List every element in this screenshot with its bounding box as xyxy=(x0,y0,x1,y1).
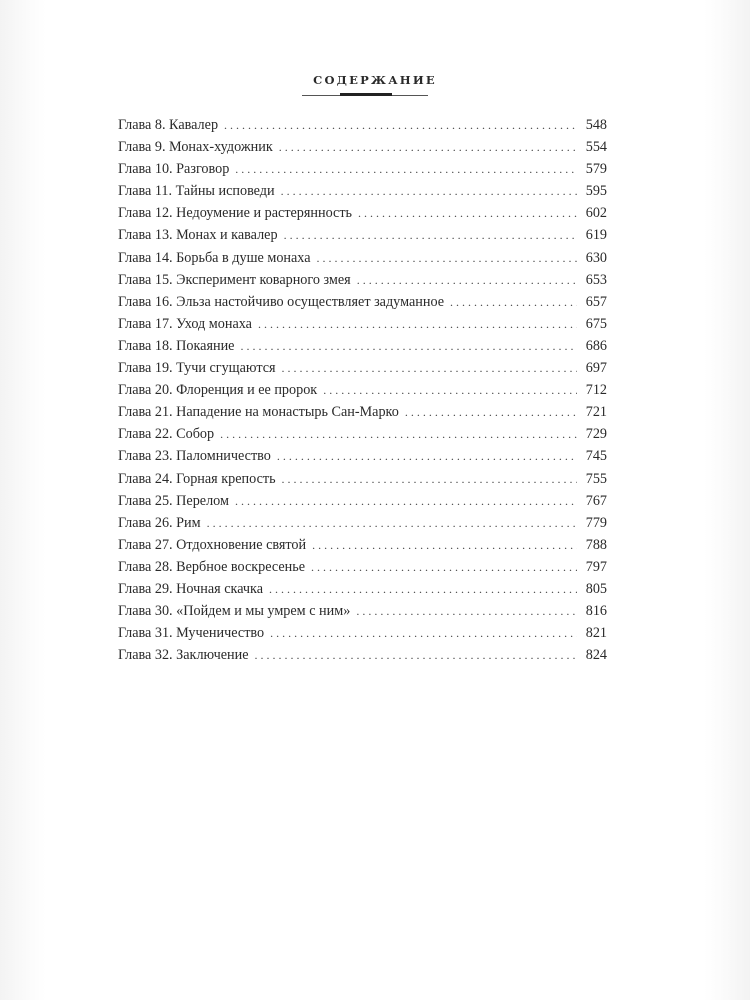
toc-entry-title: Глава 12. Недоумение и растерянность xyxy=(118,205,353,222)
toc-entry[interactable] xyxy=(118,493,607,515)
page-title: СОДЕРЖАНИЕ xyxy=(313,73,437,87)
toc-dot-leader xyxy=(277,449,577,464)
toc-entry[interactable] xyxy=(118,183,607,205)
toc-dot-leader xyxy=(282,361,577,376)
toc-dot-leader xyxy=(323,383,577,398)
toc-dot-leader xyxy=(255,648,578,663)
toc-entry-title: Глава 9. Монах-художник xyxy=(118,139,273,156)
toc-dot-leader xyxy=(281,184,577,199)
toc-entry-page-number: 816 xyxy=(585,603,607,620)
toc-entry-title: Глава 30. «Пойдем и мы умрем с ним» xyxy=(118,603,351,620)
table-of-contents xyxy=(118,117,607,669)
toc-dot-leader xyxy=(358,206,577,221)
toc-entry-page-number: 797 xyxy=(585,558,607,575)
toc-entry[interactable] xyxy=(118,227,607,249)
toc-dot-leader xyxy=(269,582,577,597)
heading-rule-accent xyxy=(340,93,392,96)
toc-entry-title: Глава 11. Тайны исповеди xyxy=(118,183,275,200)
page-edge-right xyxy=(704,0,750,1000)
toc-entry[interactable] xyxy=(118,471,607,493)
toc-entry-page-number: 686 xyxy=(585,337,607,354)
toc-dot-leader xyxy=(235,162,577,177)
toc-entry-title: Глава 23. Паломничество xyxy=(118,448,271,465)
toc-entry[interactable] xyxy=(118,515,607,537)
toc-entry-title: Глава 26. Рим xyxy=(118,514,201,531)
toc-dot-leader xyxy=(312,538,577,553)
toc-dot-leader xyxy=(224,118,577,133)
toc-entry[interactable] xyxy=(118,426,607,448)
toc-entry[interactable] xyxy=(118,360,607,382)
toc-dot-leader xyxy=(207,516,577,531)
toc-dot-leader xyxy=(270,626,577,641)
toc-entry[interactable] xyxy=(118,404,607,426)
toc-entry-title: Глава 10. Разговор xyxy=(118,161,230,178)
toc-entry[interactable] xyxy=(118,581,607,603)
toc-entry[interactable] xyxy=(118,382,607,404)
toc-entry-title: Глава 17. Уход монаха xyxy=(118,315,252,332)
page-edge-left xyxy=(0,0,46,1000)
toc-entry[interactable] xyxy=(118,205,607,227)
toc-entry[interactable] xyxy=(118,559,607,581)
toc-entry-page-number: 630 xyxy=(585,249,607,266)
toc-entry[interactable] xyxy=(118,647,607,669)
toc-entry[interactable] xyxy=(118,250,607,272)
toc-entry-page-number: 554 xyxy=(585,139,607,156)
toc-dot-leader xyxy=(311,560,577,575)
toc-entry-title: Глава 22. Собор xyxy=(118,426,215,443)
toc-entry[interactable] xyxy=(118,272,607,294)
toc-entry-title: Глава 32. Заключение xyxy=(118,647,249,664)
toc-entry[interactable] xyxy=(118,117,607,139)
toc-dot-leader xyxy=(317,251,577,266)
toc-entry-title: Глава 31. Мученичество xyxy=(118,625,265,642)
toc-entry-title: Глава 19. Тучи сгущаются xyxy=(118,360,276,377)
toc-entry[interactable] xyxy=(118,338,607,360)
toc-entry[interactable] xyxy=(118,537,607,559)
toc-entry-page-number: 595 xyxy=(585,183,607,200)
toc-entry-page-number: 657 xyxy=(585,293,607,310)
toc-dot-leader xyxy=(357,273,577,288)
toc-entry-page-number: 602 xyxy=(585,205,607,222)
toc-entry-title: Глава 16. Эльза настойчиво осуществляет задуманное xyxy=(118,293,445,310)
toc-dot-leader xyxy=(284,228,577,243)
toc-entry-page-number: 824 xyxy=(585,647,607,664)
toc-entry-page-number: 779 xyxy=(585,514,607,531)
toc-entry[interactable] xyxy=(118,625,607,647)
toc-dot-leader xyxy=(235,494,577,509)
toc-entry-page-number: 548 xyxy=(585,117,607,133)
toc-entry-page-number: 821 xyxy=(585,625,607,642)
toc-dot-leader xyxy=(240,339,577,354)
toc-entry-title: Глава 28. Вербное воскресенье xyxy=(118,558,306,575)
toc-entry-title: Глава 29. Ночная скачка xyxy=(118,580,264,597)
toc-entry-title: Глава 8. Кавалер xyxy=(118,117,219,133)
toc-entry-title: Глава 13. Монах и кавалер xyxy=(118,227,278,244)
toc-entry-page-number: 805 xyxy=(585,580,607,597)
toc-entry-page-number: 619 xyxy=(585,227,607,244)
toc-entry-title: Глава 20. Флоренция и ее пророк xyxy=(118,382,318,399)
toc-entry[interactable] xyxy=(118,139,607,161)
toc-entry[interactable] xyxy=(118,448,607,470)
toc-dot-leader xyxy=(356,604,577,619)
toc-dot-leader xyxy=(405,405,577,420)
toc-entry-title: Глава 24. Горная крепость xyxy=(118,470,276,487)
toc-entry-page-number: 788 xyxy=(585,536,607,553)
toc-dot-leader xyxy=(220,427,577,442)
toc-entry[interactable] xyxy=(118,294,607,316)
toc-entry[interactable] xyxy=(118,316,607,338)
toc-dot-leader xyxy=(258,317,577,332)
toc-entry-title: Глава 14. Борьба в душе монаха xyxy=(118,249,311,266)
toc-entry[interactable] xyxy=(118,161,607,183)
toc-entry-page-number: 579 xyxy=(585,161,607,178)
toc-entry-page-number: 697 xyxy=(585,360,607,377)
toc-entry-page-number: 721 xyxy=(585,404,607,421)
toc-entry-page-number: 653 xyxy=(585,271,607,288)
toc-dot-leader xyxy=(450,295,577,310)
toc-dot-leader xyxy=(282,472,577,487)
toc-entry-page-number: 745 xyxy=(585,448,607,465)
toc-entry-title: Глава 21. Нападение на монастырь Сан-Марко xyxy=(118,404,399,421)
toc-entry-page-number: 767 xyxy=(585,492,607,509)
toc-entry-title: Глава 25. Перелом xyxy=(118,492,229,509)
toc-entry-page-number: 675 xyxy=(585,315,607,332)
toc-entry-page-number: 755 xyxy=(585,470,607,487)
toc-entry-page-number: 712 xyxy=(585,382,607,399)
toc-entry[interactable] xyxy=(118,603,607,625)
toc-entry-title: Глава 18. Покаяние xyxy=(118,337,235,354)
toc-entry-title: Глава 15. Эксперимент коварного змея xyxy=(118,271,351,288)
toc-entry-page-number: 729 xyxy=(585,426,607,443)
toc-entry-title: Глава 27. Отдохновение святой xyxy=(118,536,307,553)
toc-dot-leader xyxy=(279,140,577,155)
